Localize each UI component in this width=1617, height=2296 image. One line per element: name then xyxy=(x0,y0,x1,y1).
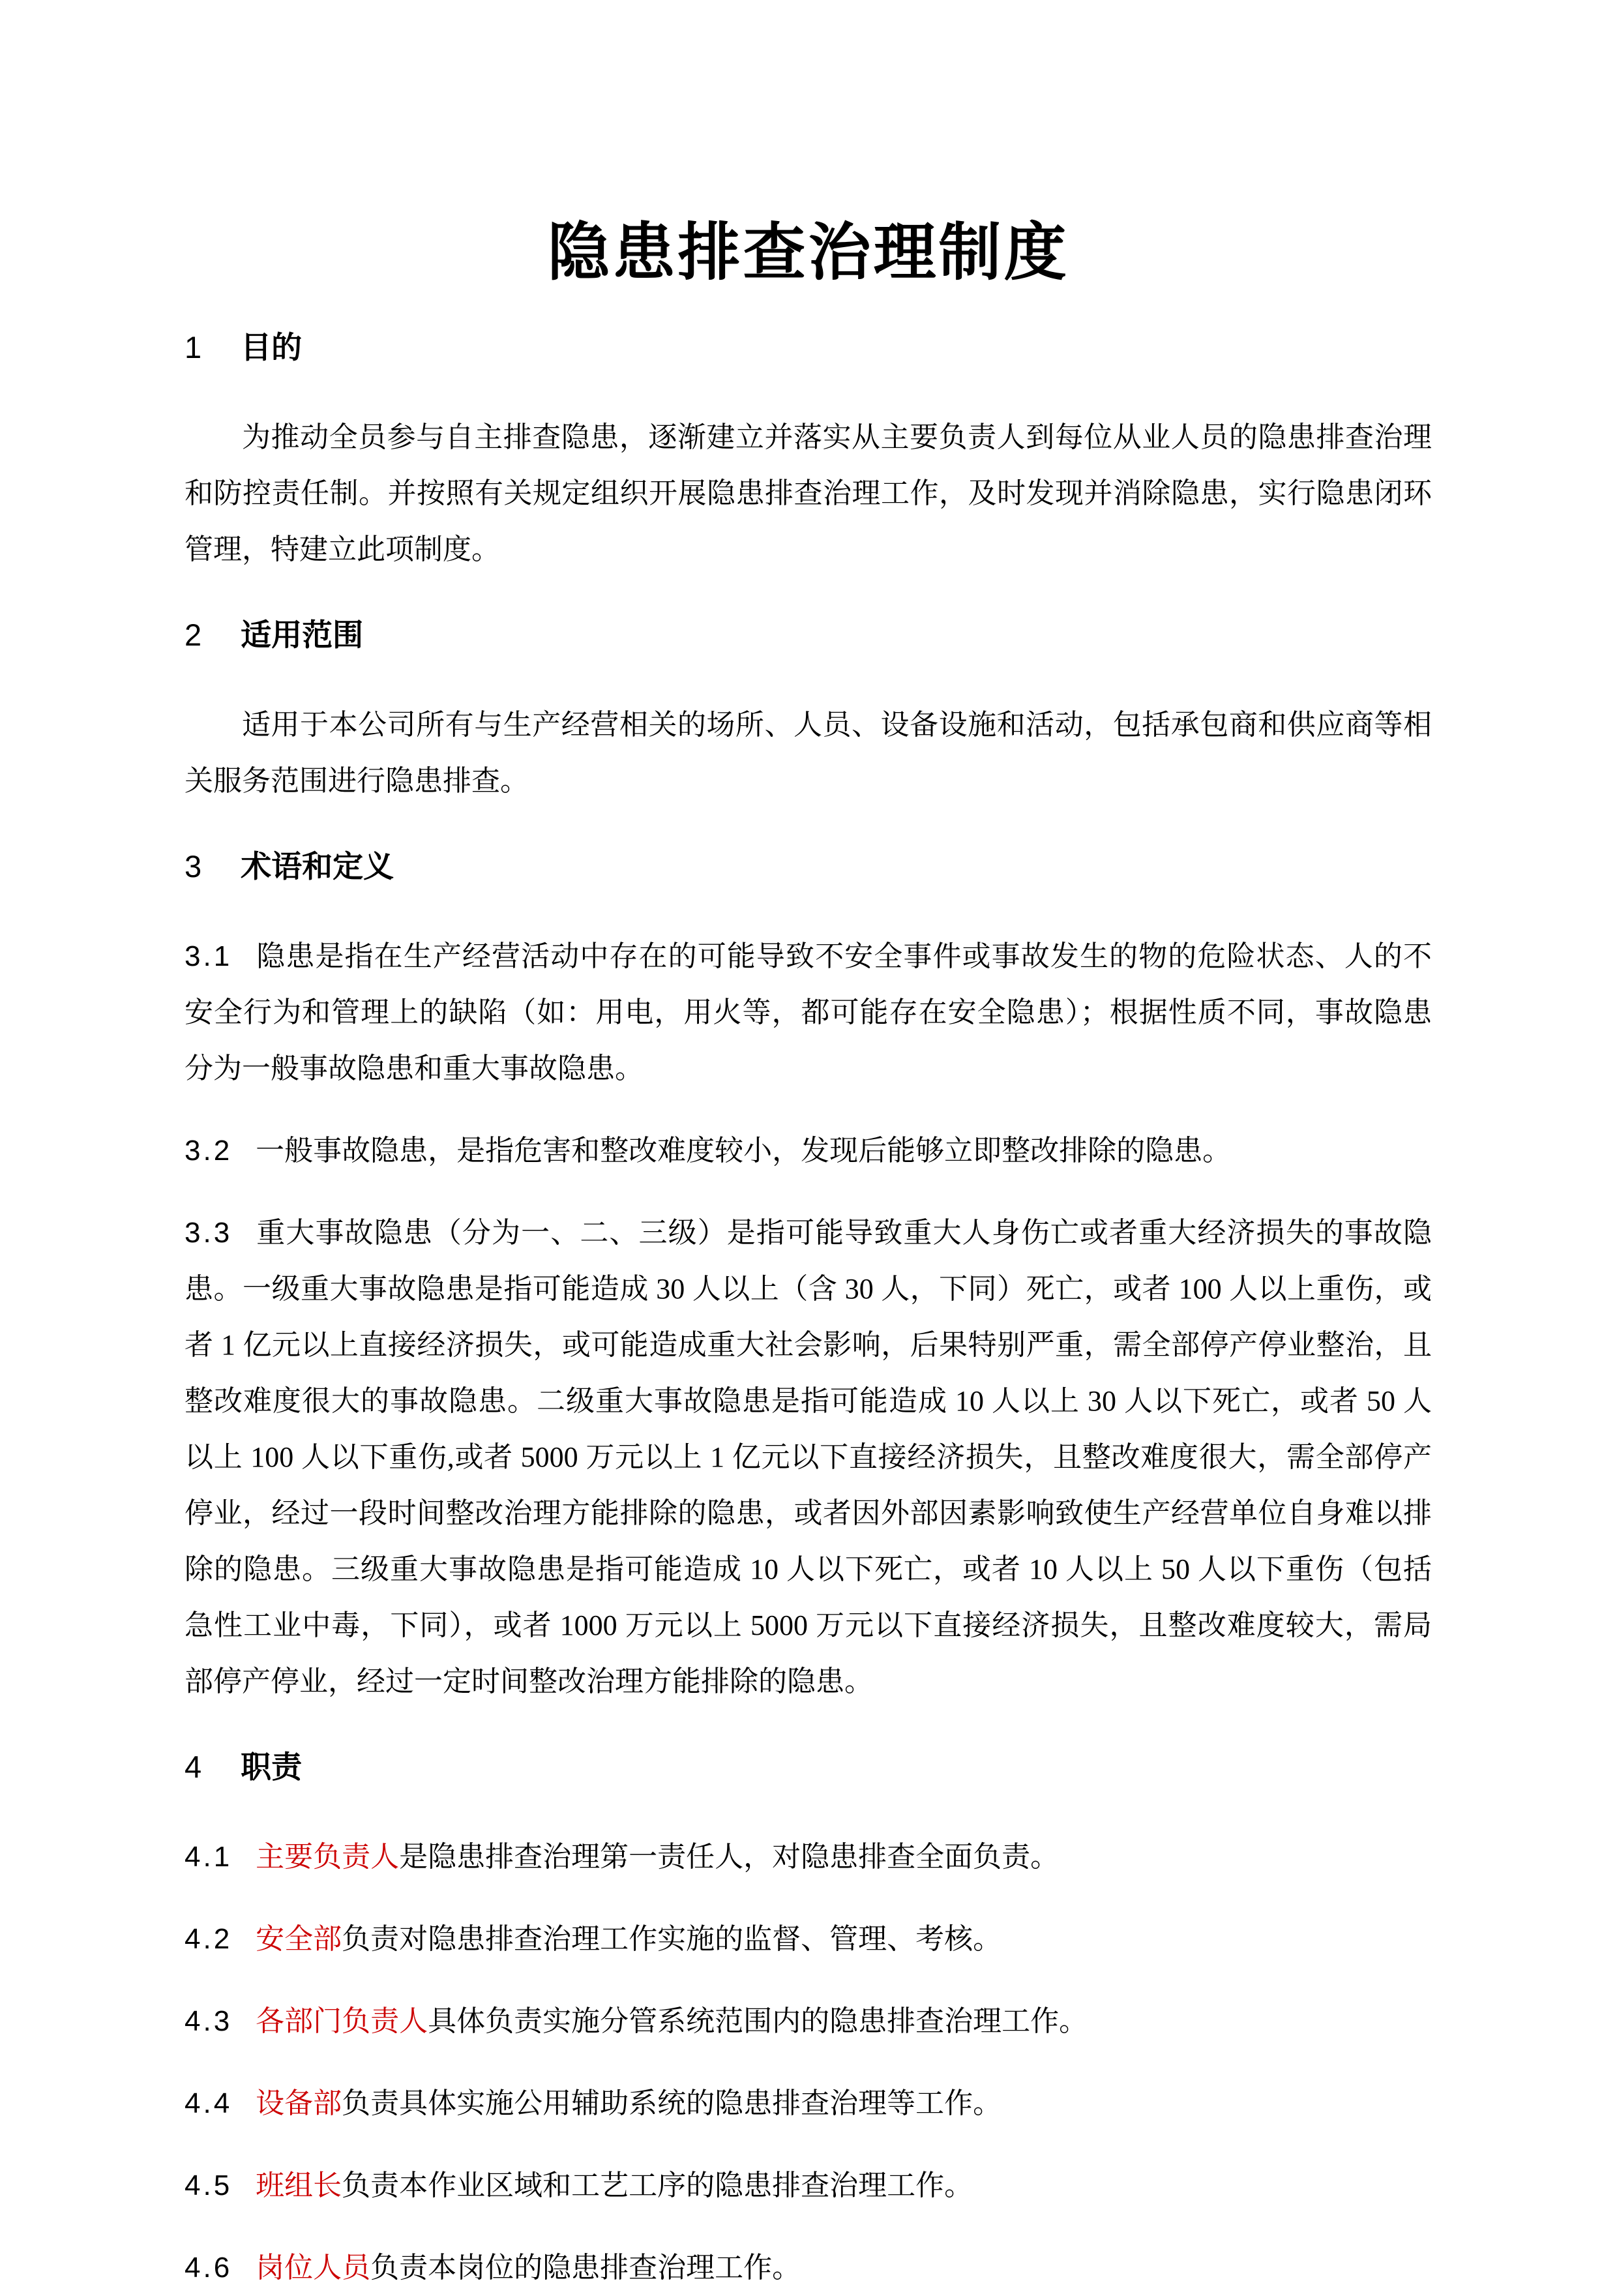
section-number: 1 xyxy=(185,330,202,365)
item-number: 3.3 xyxy=(185,1217,233,1249)
red-term: 岗位人员 xyxy=(256,2252,371,2284)
section-number: 3 xyxy=(185,849,202,884)
item-text: 负责本岗位的隐患排查治理工作。 xyxy=(370,2252,801,2284)
item-text: 负责对隐患排查治理工作实施的监督、管理、考核。 xyxy=(342,1923,1002,1955)
item-number: 4.1 xyxy=(185,1841,233,1873)
item-text: 隐患是指在生产经营活动中存在的可能导致不安全事件或事故发生的物的危险状态、人的不安全行为和管理上的缺陷（如：用电，用火等，都可能存在安全隐患）；根据性质不同，事故隐患分为一般事故隐患和重大事故隐患。 xyxy=(185,940,1432,1084)
item-number: 4.3 xyxy=(185,2005,233,2037)
red-term: 各部门负责人 xyxy=(256,2005,428,2037)
duty-item-4-2 xyxy=(185,1911,1432,1967)
item-number: 4.6 xyxy=(185,2252,233,2284)
document-title: 隐患排查治理制度 xyxy=(547,218,1069,288)
term-item-3-3 xyxy=(185,1205,1432,1710)
section-title: 职责 xyxy=(241,1750,303,1784)
item-text: 负责本作业区域和工艺工序的隐患排查治理工作。 xyxy=(342,2169,973,2201)
section-heading-1 xyxy=(185,328,1432,367)
item-number: 3.2 xyxy=(185,1135,233,1167)
section-title: 目的 xyxy=(241,330,303,365)
section-number: 2 xyxy=(185,618,202,652)
section-heading-3 xyxy=(185,847,1432,886)
item-text: 是隐患排查治理第一责任人，对隐患排查全面负责。 xyxy=(399,1841,1060,1873)
section-title: 适用范围 xyxy=(241,618,364,652)
item-number: 4.4 xyxy=(185,2087,233,2119)
red-term: 设备部 xyxy=(256,2087,342,2119)
duty-item-4-6 xyxy=(185,2240,1432,2296)
item-text: 重大事故隐患（分为一、二、三级）是指可能导致重大人身伤亡或者重大经济损失的事故隐患。一级重大事故隐患是指可能造成 30 人以上（含 30 人，下同）死亡，或者 100 人以上重伤，或者 1 亿元以上直接经济损失，或可能造成重大社会影响，后果特别严重，需全部停产停业整治，且整改难度很大的事故隐患。二级重大事故隐患是指可能造成 10 人以上 30 人以下死亡，或者 50 人以上 100 人以下重伤,或者 5000 万元以上 1 亿元以下直接经济损失，且整改难度很大，需全部停产停业，经过一段时间整改治理方能排除的隐患，或者因外部因素影响致使生产经营单位自身难以排除的隐患。三级重大事故隐患是指可能造成 10 人以下死亡，或者 10 人以上 50 人以下重伤（包括急性工业中毒，下同），或者 1000 万元以上 5000 万元以下直接经济损失，且整改难度较大，需局部停产停业，经过一定时间整改治理方能排除的隐患。 xyxy=(185,1217,1432,1697)
item-text: 一般事故隐患，是指危害和整改难度较小，发现后能够立即整改排除的隐患。 xyxy=(256,1135,1232,1167)
item-number: 4.2 xyxy=(185,1923,233,1955)
red-term: 主要负责人 xyxy=(256,1841,400,1873)
item-text: 负责具体实施公用辅助系统的隐患排查治理等工作。 xyxy=(342,2087,1002,2119)
term-item-3-1 xyxy=(185,929,1432,1097)
duty-item-4-3 xyxy=(185,1993,1432,2050)
body-paragraph: 适用于本公司所有与生产经营相关的场所、人员、设备设施和活动，包括承包商和供应商等相关服务范围进行隐患排查。 xyxy=(185,709,1432,797)
section-number: 4 xyxy=(185,1750,202,1784)
item-number: 4.5 xyxy=(185,2169,233,2201)
section-title: 术语和定义 xyxy=(241,849,394,884)
duty-item-4-1 xyxy=(185,1829,1432,1885)
item-number: 3.1 xyxy=(185,940,233,972)
duty-item-4-4 xyxy=(185,2076,1432,2132)
item-text: 具体负责实施分管系统范围内的隐患排查治理工作。 xyxy=(428,2005,1088,2037)
red-term: 安全部 xyxy=(256,1923,342,1955)
section-heading-4 xyxy=(185,1748,1432,1787)
red-term: 班组长 xyxy=(256,2169,342,2201)
section-heading-2 xyxy=(185,616,1432,655)
body-paragraph: 为推动全员参与自主排查隐患，逐渐建立并落实从主要负责人到每位从业人员的隐患排查治理和防控责任制。并按照有关规定组织开展隐患排查治理工作，及时发现并消除隐患，实行隐患闭环管理，特建立此项制度。 xyxy=(185,421,1432,565)
duty-item-4-5 xyxy=(185,2158,1432,2214)
term-item-3-2 xyxy=(185,1123,1432,1179)
